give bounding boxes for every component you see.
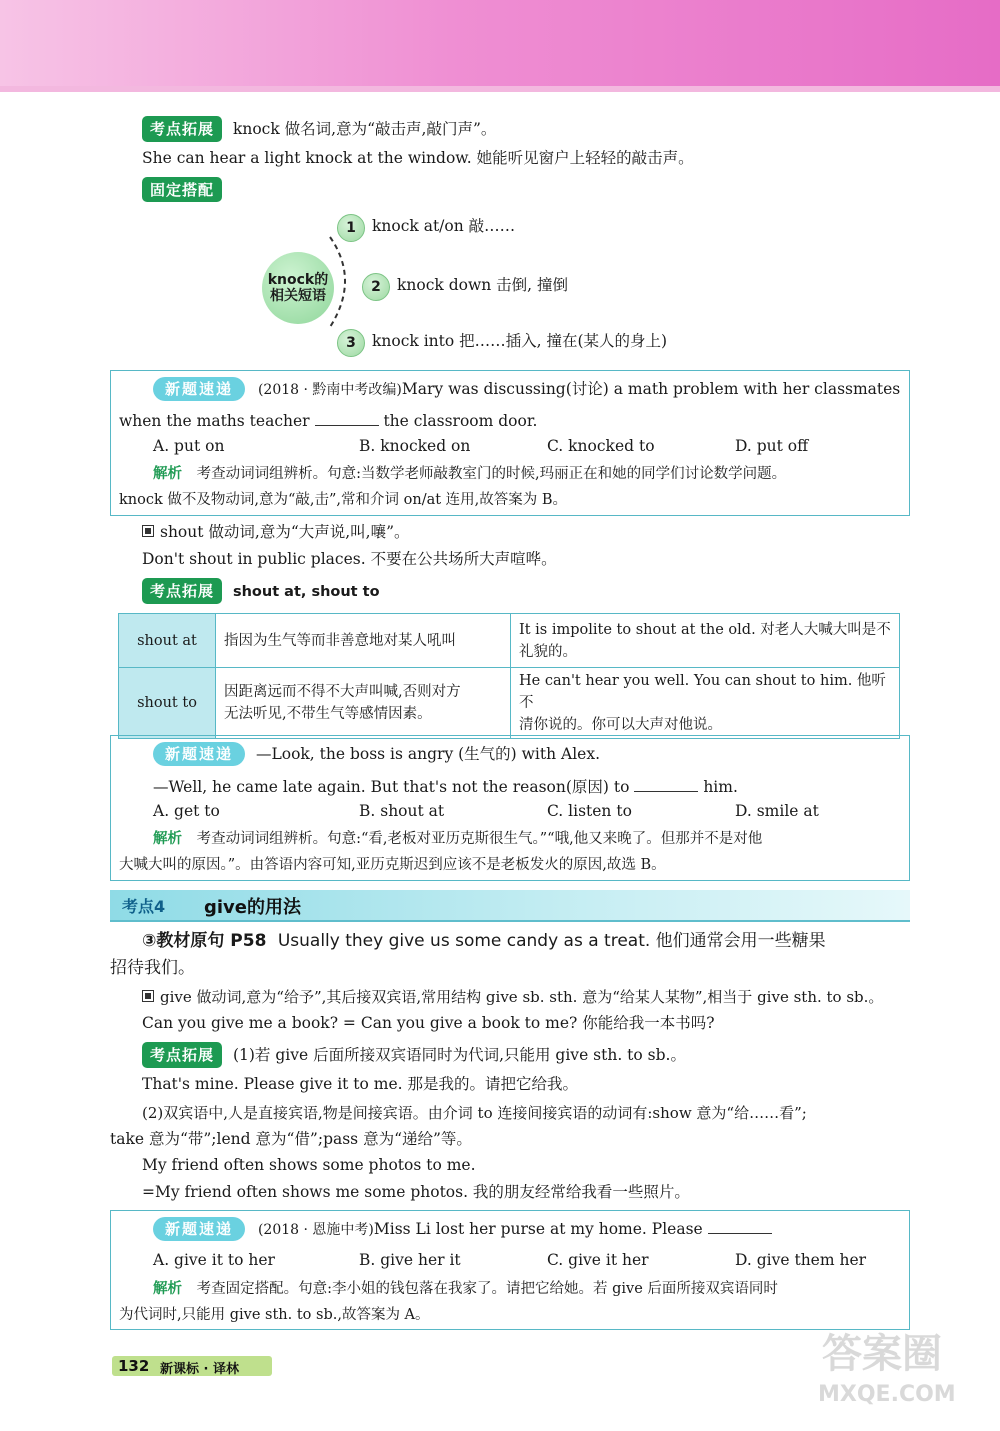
shout-example: Don't shout in public places. 不要在公共场所大声喧哗。 [142, 550, 557, 568]
shout-def: shout 做动词,意为“大声说,叫,嚷”。 [160, 523, 410, 541]
diagram-num-2: 2 [362, 273, 390, 301]
xinti-tag: 新题速递 [153, 742, 245, 766]
q3-option-d[interactable]: D. give them her [735, 1251, 867, 1269]
give-ext1: (1)若 give 后面所接双宾语同时为代词,只能用 give sth. to sb.。 [232, 1046, 686, 1064]
shout-ext-line [142, 578, 380, 604]
textbook-sentence-1: Usually they give us some candy as a treat. 他们通常会用一些糖果 [277, 931, 826, 951]
shout-at-ex2: 礼貌的。 [519, 643, 577, 660]
q1-option-c[interactable]: C. knocked to [547, 437, 655, 455]
kaodian-tag: 考点拓展 [142, 1042, 222, 1068]
diagram-num-1: 1 [337, 214, 365, 242]
q1-analysis1: 考查动词词组辨析。句意:当数学老师敲教室门的时候,玛丽正在和她的同学们讨论数学问题。 [196, 466, 787, 482]
watermark-url: MXQE.COM [818, 1382, 956, 1407]
shout-to-example [511, 668, 900, 739]
textbook-sentence-2: 招待我们。 [110, 958, 195, 978]
give-def: give 做动词,意为“给予”,其后接双宾语,常用结构 give sb. sth. 意为“给某人某物”,相当于 give sth. to sb.。 [160, 988, 884, 1006]
q1-line2 [119, 410, 537, 432]
q2-line1 [153, 742, 600, 766]
q2-line1-text: —Look, the boss is angry (生气的) with Alex. [255, 745, 601, 763]
q1-line1 [153, 377, 900, 401]
give-example-4: =My friend often shows me some photos. 我的朋友经常给我看一些照片。 [142, 1183, 690, 1201]
question-box-2 [110, 735, 910, 881]
diagram-num-3: 3 [337, 329, 365, 357]
q2-analysis-1 [153, 828, 762, 850]
header-band [0, 0, 1000, 92]
q2-line2b: him. [703, 778, 738, 796]
q2-option-b[interactable]: B. shout at [359, 802, 445, 820]
kaodian-tag: 考点拓展 [142, 116, 222, 142]
xinti-tag: 新题速递 [153, 377, 245, 401]
knock-noun-def: knock 做名词,意为“敲击声,敲门声”。 [232, 120, 497, 138]
knock-diagram-hub: knock的相关短语 [262, 252, 334, 324]
q3-analysis2: 为代词时,只能用 give sth. to sb.,故答案为 A。 [119, 1307, 430, 1323]
give-def-line [142, 986, 883, 1008]
shout-at-label: shout at [119, 614, 216, 668]
shout-to-ex2: 清你说的。你可以大声对他说。 [519, 717, 722, 733]
q3-option-b[interactable]: B. give her it [359, 1251, 461, 1269]
q2-analysis2: 大喊大叫的原因。”。由答语内容可知,亚历克斯迟到应该不是老板发火的原因,故选 B。 [119, 857, 666, 873]
section-4-title: give的用法 [204, 897, 301, 918]
give-ext2a: (2)双宾语中,人是直接宾语,物是间接宾语。由介词 to 连接间接宾语的动词有:show 意为“给……看”; [142, 1104, 807, 1122]
textbook-sentence-label: ③教材原句 P58 [142, 931, 267, 951]
guding-tag: 固定搭配 [142, 177, 222, 202]
textbook-sentence [142, 928, 826, 954]
q1-blank[interactable] [315, 411, 379, 426]
shout-at-example [511, 614, 900, 668]
jiexi-label: 解析 [153, 831, 182, 847]
watermark-logo: 答案圈 [822, 1331, 942, 1377]
q2-option-d[interactable]: D. smile at [735, 802, 819, 820]
give-example: Can you give me a book? = Can you give a book to me? 你能给我一本书吗? [142, 1014, 715, 1032]
question-box-1 [110, 370, 910, 516]
diamond-bullet-icon [142, 525, 154, 537]
jiexi-label: 解析 [153, 466, 182, 482]
jiexi-label: 解析 [153, 1281, 182, 1297]
q3-line1 [153, 1217, 772, 1241]
q1-stem2a: when the maths teacher [119, 412, 310, 430]
shout-ext: shout at, shout to [232, 584, 380, 600]
q2-analysis1: 考查动词词组辨析。句意:“看,老板对亚历克斯很生气。”“哦,他又来晚了。但那并不是对他 [196, 831, 763, 847]
guding-tag-row [142, 177, 222, 202]
q1-option-b[interactable]: B. knocked on [359, 437, 471, 455]
q3-option-c[interactable]: C. give it her [547, 1251, 649, 1269]
shout-to-meaning [216, 668, 511, 739]
page-footer [112, 1356, 272, 1376]
knock-noun-line [142, 116, 496, 142]
shout-at-meaning: 指因为生气等而非善意地对某人吼叫 [216, 614, 511, 668]
q1-stem1: Mary was discussing(讨论) a math problem with her classmates [401, 380, 901, 398]
give-ext1-example: That's mine. Please give it to me. 那是我的。请把它给我。 [142, 1075, 579, 1093]
shout-at-ex1: It is impolite to shout at the old. 对老人大喊大叫是不 [519, 621, 891, 638]
give-ext1-line [142, 1042, 686, 1068]
q3-source: (2018 · 恩施中考) [257, 1222, 374, 1238]
give-ext2b: take 意为“带”;lend 意为“借”;pass 意为“递给”等。 [110, 1130, 472, 1148]
section-4-header [110, 890, 910, 922]
table-row [119, 614, 900, 668]
diagram-item-1: knock at/on 敲…… [372, 217, 516, 235]
shout-to-label: shout to [119, 668, 216, 739]
shout-table [118, 613, 900, 739]
book-name: 新课标 · 译林 [160, 1362, 239, 1377]
q2-line2a: —Well, he came late again. But that's not the reason(原因) to [153, 778, 630, 796]
kaodian-tag: 考点拓展 [142, 578, 222, 604]
xinti-tag: 新题速递 [153, 1217, 245, 1241]
give-example-3: My friend often shows some photos to me. [142, 1156, 476, 1174]
q3-analysis1: 考查固定搭配。句意:李小姐的钱包落在我家了。请把它给她。若 give 后面所接双宾语同时 [196, 1281, 778, 1297]
q3-stem: Miss Li lost her purse at my home. Please [373, 1220, 703, 1238]
q1-stem2b: the classroom door. [383, 412, 538, 430]
q1-option-d[interactable]: D. put off [735, 437, 809, 455]
section-4-label: 考点4 [122, 897, 166, 916]
diamond-bullet-icon [142, 990, 154, 1002]
q2-blank[interactable] [634, 777, 698, 792]
shout-to-meaning2: 无法听见,不带生气等感情因素。 [224, 706, 432, 722]
q2-option-c[interactable]: C. listen to [547, 802, 632, 820]
knock-noun-example: She can hear a light knock at the window. 她能听见窗户上轻轻的敲击声。 [142, 149, 694, 167]
page-number: 132 [118, 1357, 150, 1375]
q3-analysis-1 [153, 1278, 778, 1300]
shout-to-ex1: He can't hear you well. You can shout to him. 他听不 [519, 673, 886, 711]
q3-option-a[interactable]: A. give it to her [153, 1251, 275, 1269]
q1-source: (2018 · 黔南中考改编) [257, 382, 402, 398]
q2-line2 [153, 776, 738, 798]
q3-blank[interactable] [708, 1219, 772, 1234]
table-row [119, 668, 900, 739]
diagram-item-3: knock into 把……插入, 撞在(某人的身上) [372, 332, 668, 350]
q1-option-a[interactable]: A. put on [153, 437, 225, 455]
q1-analysis2: knock 做不及物动词,意为“敲,击”,常和介词 on/at 连用,故答案为 B。 [119, 492, 568, 508]
diagram-item-2: knock down 击倒, 撞倒 [397, 276, 568, 294]
q1-analysis-1 [153, 463, 786, 485]
shout-def-line [142, 521, 410, 543]
q2-option-a[interactable]: A. get to [153, 802, 220, 820]
shout-to-meaning1: 因距离远而不得不大声叫喊,否则对方 [224, 684, 461, 700]
question-box-3 [110, 1210, 910, 1330]
